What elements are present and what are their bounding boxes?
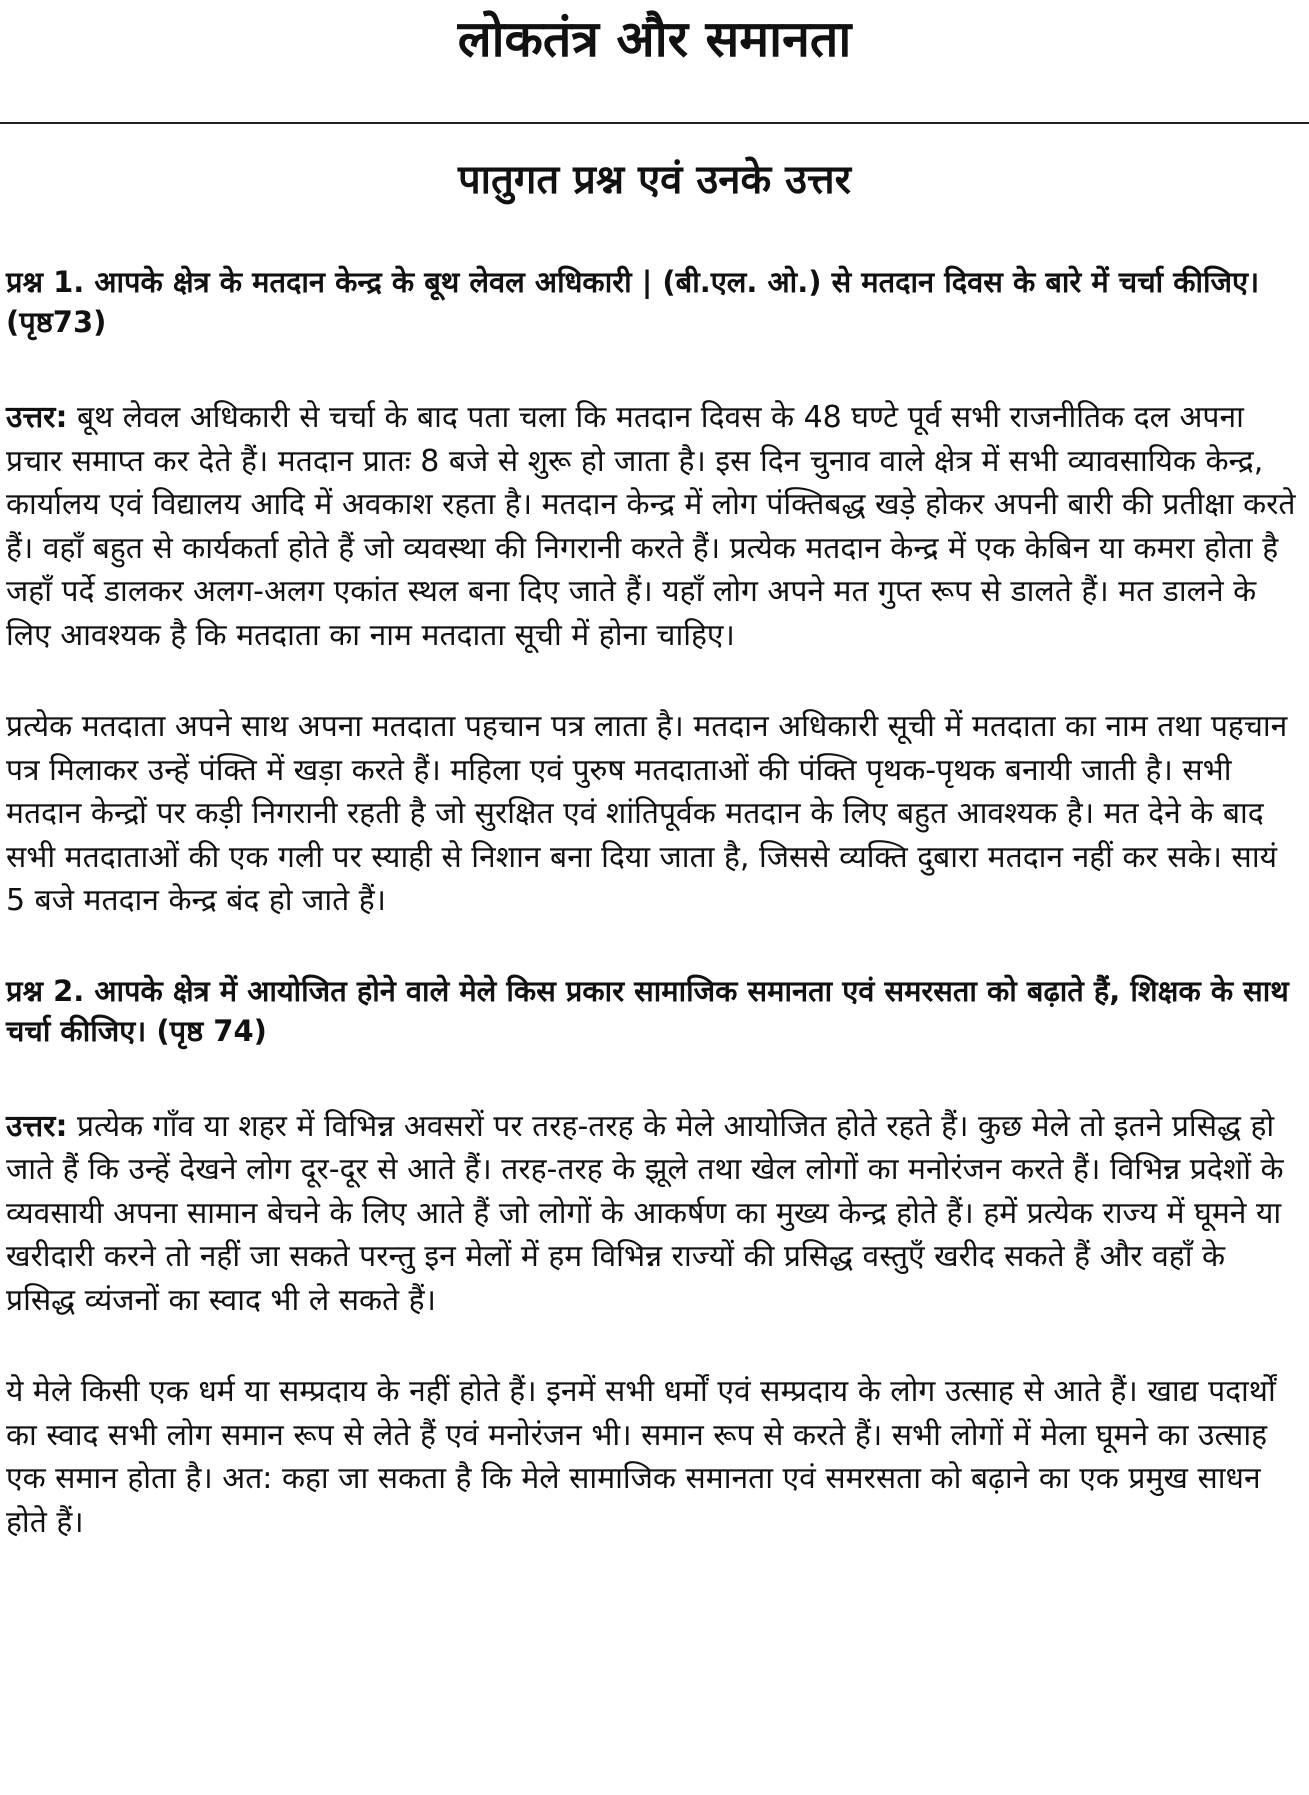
title-divider xyxy=(0,122,1309,124)
question-2: प्रश्न 2. आपके क्षेत्र में आयोजित होने वाले मेले किस प्रकार सामाजिक समानता एवं समरसता को बढ़ाते हैं, शिक्षक के साथ चर्चा कीजिए। (पृष्ठ 74) xyxy=(6,973,1289,1048)
qa-content xyxy=(6,262,1298,1592)
answer-text: प्रत्येक गाँव या शहर में विभिन्न अवसरों पर तरह-तरह के मेले आयोजित होते रहते हैं। कुछ मेले तो इतने प्रसिद्ध हो जाते हैं कि उन्हें देखने लोग दूर-दूर से आते हैं। तरह-तरह के झूले तथा खेल लोगों का मनोरंजन करते हैं। विभिन्न प्रदेशों के व्यवसायी अपना सामान बेचने के लिए आते हैं जो लोगों के आकर्षण का मुख्य केन्द्र होते हैं। हमें प्रत्येक राज्य में घूमने या खरीदारी करने तो नहीं जा सकते परन्तु इन मेलों में हम विभिन्न राज्यों की प्रसिद्ध वस्तुएँ खरीद सकते हैं और वहाँ के प्रसिद्ध व्यंजनों का स्वाद भी ले सकते हैं। xyxy=(6,1108,1284,1318)
answer-label: उत्तर: xyxy=(6,400,68,435)
answer-label: उत्तर: xyxy=(6,1108,68,1144)
answer-2-paragraph-1 xyxy=(6,1105,1298,1323)
answer-2-paragraph-2: ये मेले किसी एक धर्म या सम्प्रदाय के नहीं होते हैं। इनमें सभी धर्मों एवं सम्प्रदाय के लोग उत्साह से आते हैं। खाद्य पदार्थों का स्वाद सभी लोग समान रूप से लेते हैं एवं मनोरंजन भी। समान रूप से करते हैं। सभी लोगों में मेला घूमने का उत्साह एक समान होता है। अत: कहा जा सकता है कि मेले सामाजिक समानता एवं समरसता को बढ़ाने का एक प्रमुख साधन होते हैं। xyxy=(6,1374,1276,1540)
question-1: प्रश्न 1. आपके क्षेत्र के मतदान केन्द्र के बूथ लेवल अधिकारी | (बी.एल. ओ.) से मतदान दिवस के बारे में चर्चा कीजिए। (पृष्ठ73) xyxy=(6,265,1260,339)
answer-1-paragraph-1 xyxy=(6,396,1298,657)
section-heading: पातुगत प्रश्न एवं उनके उत्तर xyxy=(457,157,852,203)
page-title: लोकतंत्र और समानता xyxy=(457,10,852,68)
answer-text: बूथ लेवल अधिकारी से चर्चा के बाद पता चला कि मतदान दिवस के 48 घण्टे पूर्व सभी राजनीतिक दल अपना प्रचार समाप्त कर देते हैं। मतदान प्रातः 8 बजे से शुरू हो जाता है। इस दिन चुनाव वाले क्षेत्र में सभी व्यावसायिक केन्द्र, कार्यालय एवं विद्यालय आदि में अवकाश रहता है। मतदान केन्द्र में लोग पंक्तिबद्ध खड़े होकर अपनी बारी की प्रतीक्षा करते हैं। वहाँ बहुत से कार्यकर्ता होते हैं जो व्यवस्था की निगरानी करते हैं। प्रत्येक मतदान केन्द्र में एक केबिन या कमरा होता है जहाँ पर्दे डालकर अलग-अलग एकांत स्थल बना दिए जाते हैं। यहाँ लोग अपने मत गुप्त रूप से डालते हैं। मत डालने के लिए आवश्यक है कि मतदाता का नाम मतदाता सूची में होना चाहिए। xyxy=(6,400,1296,653)
answer-1-paragraph-2: प्रत्येक मतदाता अपने साथ अपना मतदाता पहचान पत्र लाता है। मतदान अधिकारी सूची में मतदाता का नाम तथा पहचान पत्र मिलाकर उन्हें पंक्ति में खड़ा करते हैं। महिला एवं पुरुष मतदाताओं की पंक्ति पृथक-पृथक बनायी जाती है। सभी मतदान केन्द्रों पर कड़ी निगरानी रहती है जो सुरक्षित एवं शांतिपूर्वक मतदान के लिए बहुत आवश्यक है। मत देने के बाद सभी मतदाताओं की एक गली पर स्याही से निशान बना दिया जाता है, जिससे व्यक्ति दुबारा मतदान नहीं कर सके। सायं 5 बजे मतदान केन्द्र बंद हो जाते हैं। xyxy=(6,709,1288,918)
